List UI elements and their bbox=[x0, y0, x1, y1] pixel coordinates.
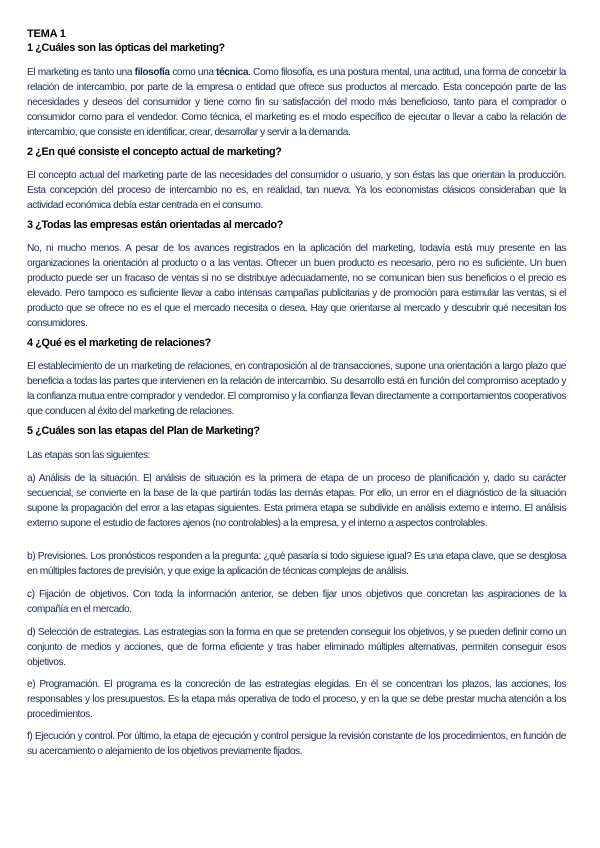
stage-a-paragraph: a) Análisis de la situación. El análisis de situación es la primera de etapa de un proceso de planificación y, dado su carácter secuencial, se convierte en la base de la que partirán todas las demás etapas. Por ello, un error en el diagnóstico de la situación supone la propagación del error a las etapas siguientes. Esta primera etapa se subdivide en análisis externo e interno. El análisis externo supone el estudio de factores ajenos (no controlables) a la empresa, y el interno a aspectos controlables. bbox=[27, 473, 566, 529]
answer-3-paragraph: No, ni mucho menos. A pesar de los avances registrados en la aplicación del marketing, todavía está muy presente en las organizaciones la orientación al producto o a las ventas. Ofrecer un buen producto es necesario, pero no es suficiente. Un buen producto puede ser un fracaso de ventas si no se distribuye adecuadamente, no se comunican bien sus beneficios o el precio es elevado. Pero tampoco es suficiente llevar a cabo intensas campañas publicitarias y de promoción para estimular las ventas, si el producto que se ofrece no es el que el mercado necesita o desea. Hay que orientarse al mercado y descubrir qué necesitan los consumidores. bbox=[27, 243, 566, 329]
question-2-heading: 2 ¿En qué consiste el concepto actual de marketing? bbox=[27, 146, 282, 158]
stage-d-paragraph: d) Selección de estrategias. Las estrategias son la forma en que se pretenden conseguir los objetivos, y se pueden definir como un conjunto de medios y acciones, que de forma eficiente y tras haber eliminado múltiples alternativas, permiten conseguir esos objetivos. bbox=[27, 627, 566, 668]
answer-1-text-3: . Como filosofía, es una postura mental, una actitud, una forma de concebir la relación de intercambio, por parte de la empresa o entidad que ofrece sus productos al mercado. Esta concepción parte de las necesidades y deseos del consumidor y tiene como fin su satisfacción del modo más beneficioso, tanto para el comprador o consumidor como para el vendedor. Como técnica, el marketing es el modo específico de ejecutar o llevar a cabo la relación de intercambio, que consiste en identificar, crear, desarrollar y servir a la demanda. bbox=[27, 67, 567, 138]
answer-1-text-2: como una bbox=[169, 67, 217, 78]
question-1-heading: 1 ¿Cuáles son las ópticas del marketing? bbox=[27, 42, 225, 54]
question-4-heading: 4 ¿Qué es el marketing de relaciones? bbox=[27, 337, 211, 349]
answer-2-paragraph: El concepto actual del marketing parte de las necesidades del consumidor o usuario, y son éstas las que orientan la producción. Esta concepción del proceso de intercambio no es, en realidad, tan nueva. Ya los economistas clásicos consideraban que la actividad económica debía estar centrada en el consumo. bbox=[27, 170, 566, 211]
stage-b-paragraph: b) Previsiones. Los pronósticos responden a la pregunta: ¿qué pasaría si todo siguiese igual? Es una etapa clave, que se desglosa en múltiples factores de previsión, y que exige la aplicación de técnicas complejas de análisis. bbox=[27, 551, 566, 577]
answer-4-paragraph: El establecimiento de un marketing de relaciones, en contraposición al de transacciones, supone una orientación a largo plazo que beneficia a todas las partes que intervienen en la relación de intercambio. Su desarrollo está en función del compromiso aceptado y la confianza mutua entre comprador y vendedor. El compromiso y la confianza llevan directamente a comportamientos cooperativos que conducen al éxito del marketing de relaciones. bbox=[27, 361, 566, 417]
answer-1-text-1: El marketing es tanto una bbox=[27, 67, 135, 78]
stage-c-paragraph: c) Fijación de objetivos. Con toda la información anterior, se deben fijar unos objetivos que concretan las aspiraciones de la compañía en el mercado. bbox=[27, 589, 566, 615]
answer-1-bold-filosofia: filosofía bbox=[134, 67, 170, 78]
question-3-heading: 3 ¿Todas las empresas están orientadas al mercado? bbox=[27, 219, 283, 231]
stage-e-paragraph: e) Programación. El programa es la concreción de las estrategias elegidas. En él se concentran los plazos, las acciones, los responsables y los presupuestos. Es la etapa más operativa de todo el proceso, y en la que se debe prestar mucha atención a los procedimientos. bbox=[27, 679, 566, 720]
answer-1-bold-tecnica: técnica bbox=[216, 67, 249, 78]
stage-f-paragraph: f) Ejecución y control. Por último, la etapa de ejecución y control persigue la revisión constante de los procedimientos, en función de su acercamiento o alejamiento de los objetivos previamente fijados. bbox=[27, 731, 566, 757]
question-5-heading: 5 ¿Cuáles son las etapas del Plan de Marketing? bbox=[27, 425, 260, 437]
topic-title: TEMA 1 bbox=[27, 28, 66, 40]
answer-1-paragraph bbox=[27, 66, 566, 141]
answer-5-intro: Las etapas son las siguientes: bbox=[27, 450, 150, 461]
